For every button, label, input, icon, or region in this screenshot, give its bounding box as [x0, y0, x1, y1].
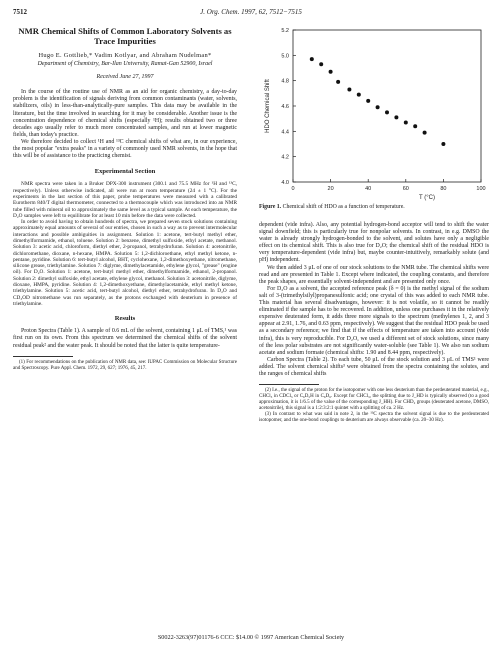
- data-point: [347, 88, 351, 92]
- results-heading: Results: [114, 315, 136, 323]
- experimental-heading: Experimental Section: [94, 168, 156, 176]
- data-point: [329, 70, 333, 74]
- journal-citation: J. Org. Chem. 1997, 62, 7512−7515: [200, 8, 302, 16]
- x-tick-label: 20: [327, 186, 334, 192]
- right-paragraph-3: For D₂O as a solvent, the accepted reference peak (δ = 0) is the methyl signal of the sodium salt of 3-(trimethylsilyl)propanesulfonic acid; one crystal of this was added to each NMR tube. This material has several disadvantages, however: it is not volatile, so it cannot be readily eliminated if the sample has to be recovered. In addition, unless one purchases it in the relatively expensive deuterated form, it adds three more signals to the spectrum (methylenes 1, 2, and 3 appear at 2.91, 1.76, and 0.63 ppm, respectively). We suggest that the residual HDO peak be used as a secondary reference; we find that if the effects of temperature are taken into account (vide infra), this is very reproducible. For D₂O, we used a different set of stock solutions, since many of the less polar substrates are not significantly water-soluble (see Table 1). We also ran sodium acetate and sodium formate (chemical shifts: 1.90 and 8.44 ppm, respectively).: [259, 285, 489, 356]
- affiliation: Department of Chemistry, Bar-Ilan University, Ramat-Gan 52900, Israel: [37, 61, 213, 68]
- article-title: NMR Chemical Shifts of Common Laboratory Solvents as Trace Impurities: [18, 26, 232, 46]
- data-point: [385, 110, 389, 114]
- data-point: [404, 120, 408, 124]
- footnote-3: (3) In contrast to what was said in note 2, in the ¹³C spectra the solvent signal is due to the perdeuterated isotopomer, and the one-bond couplings to deuterium are always observable (ca. 20−30 Hz).: [259, 412, 489, 424]
- hdo-shift-plot: [259, 22, 489, 204]
- caption-text: Chemical shift of HDO as a function of temperature.: [282, 204, 405, 210]
- intro-paragraph-2: We therefore decided to collect ¹H and ¹³C chemical shifts of what are, in our experience, the most popular "extra peaks" in a variety of commonly used NMR solvents, in the hope that this will be of assistance to the practicing chemist.: [13, 138, 237, 160]
- y-tick-label: 5.0: [281, 53, 289, 60]
- x-tick-label: 80: [440, 186, 447, 192]
- footnote-divider: [13, 356, 73, 357]
- footnote-1: (1) For recommendations on the publication of NMR data, see: IUPAC Commission on Molecular Structure and Spectroscopy. Pure Appl. Chem. 1972, 29, 627; 1976, 45, 217.: [13, 359, 237, 371]
- data-point: [423, 131, 427, 135]
- y-tick-label: 4.2: [281, 154, 289, 161]
- data-point: [319, 62, 323, 66]
- x-tick-label: 100: [476, 186, 486, 192]
- figure-1-caption: [259, 204, 489, 211]
- author-list: Hugo E. Gottlieb,* Vadim Kotlyar, and Abraham Nudelman*: [38, 52, 212, 59]
- footnote-divider-right: [259, 384, 319, 385]
- page-footer: S0022-3263(97)01176-6 CCC: $14.00 © 1997 American Chemical Society: [157, 634, 345, 641]
- data-point: [336, 80, 340, 84]
- right-column: [259, 222, 489, 424]
- footnote-2: (2) I.e., the signal of the proton for the isotopomer with one less deuterium than the perdeuterated material, e.g., CHCl₃ in CDCl₃ or C₆D₅H in C₆D₆. Except for CHCl₃, the splitting due to J_HD is typically observed (to a good approximation, it is 1/6.5 of the value of the corresponding J_HH). For CHD₂ groups (deuterated acetone, DMSO, acetonitrile), this signal is a 1:2:3:2:1 quintet with a splitting of ca. 2 Hz.: [259, 388, 489, 412]
- y-tick-label: 4.4: [281, 129, 289, 136]
- data-point: [366, 99, 370, 103]
- experimental-paragraph-1: NMR spectra were taken in a Bruker DPX-300 instrument (300.1 and 75.5 MHz for ¹H and ¹³C, respectively). Unless otherwise indicated, all were run at room temperature (24 ± 1 °C). For the experiments in the last section of this paper, probe temperatures were measured with a calibrated Eurotherm 840/T digital thermometer, connected to a thermocouple which was introduced into an NMR tube filled with mineral oil to approximately the same level as a typical sample. At each temperature, the D₂O samples were left to equilibrate for at least 10 min before the data were collected.: [13, 181, 237, 219]
- caption-label: Figure 1.: [259, 204, 282, 210]
- page-number: 7512: [13, 8, 27, 16]
- x-tick-label: 0: [291, 186, 295, 192]
- data-point: [413, 124, 417, 128]
- right-paragraph-1: dependent (vide infra). Also, any potential hydrogen-bond acceptor will tend to shift the water signal downfield; this is particularly true for nonpolar solvents. In contrast, in e.g. DMSO the water is already strongly hydrogen-bonded to the solvent, and solutes have only a negligible effect on its chemical shift. This is also true for D₂O; the chemical shift of the residual HDO is very temperature-dependent (vide infra) but, maybe counter-intuitively, remarkably solute (and pH) independent.: [259, 222, 489, 264]
- data-point: [357, 93, 361, 97]
- data-point: [441, 142, 445, 146]
- figure-1-chart: [259, 22, 489, 204]
- data-point: [310, 57, 314, 61]
- y-tick-label: 4.8: [281, 78, 289, 85]
- left-column: [13, 22, 237, 372]
- y-tick-label: 5.2: [281, 28, 289, 34]
- received-date: Received June 27, 1997: [96, 74, 154, 81]
- plot-frame: [293, 30, 481, 182]
- right-paragraph-4: Carbon Spectra (Table 2). To each tube, 50 μL of the stock solution and 3 μL of TMS¹ were added. The solvent chemical shifts³ were obtained from the spectra containing the solutes, and the ranges of chemical shifts: [259, 356, 489, 377]
- results-paragraph-1: Proton Spectra (Table 1). A sample of 0.6 mL of the solvent, containing 1 μL of TMS,¹ was first run on its own. From this spectrum we determined the chemical shifts of the solvent residual peak² and the water peak. It should be noted that the latter is quite temperature-: [13, 328, 237, 349]
- intro-paragraph-1: In the course of the routine use of NMR as an aid for organic chemistry, a day-to-day problem is the identification of signals deriving from common contaminants (water, solvents, stabilizers, oils) in less-than-analytically-pure samples. This data may be available in the literature, but the time involved in searching for it may be considerable. Another issue is the concentration dependence of chemical shifts (especially ¹H); results obtained two or three decades ago usually refer to much more concentrated samples, and run at lower magnetic fields, than today's practice.: [13, 89, 237, 138]
- data-point: [394, 115, 398, 119]
- x-axis-label: T (°C): [419, 195, 435, 201]
- data-point: [376, 105, 380, 109]
- x-tick-label: 40: [365, 186, 372, 192]
- y-tick-label: 4.0: [281, 180, 289, 186]
- y-tick-label: 4.6: [281, 104, 289, 110]
- y-axis-label: HDO Chemical Shift: [265, 79, 271, 133]
- x-tick-label: 60: [402, 186, 409, 192]
- experimental-paragraph-2: In order to avoid having to obtain hundreds of spectra, we prepared seven stock solutions containing approximately equal amounts of several of our entries, chosen in such a way as to prevent intermolecular interactions and possible ambiguities in assignment. Solution 1: acetone, tert-butyl methyl ether, dimethylformamide, ethanol, toluene. Solution 2: benzene, dimethyl sulfoxide, ethyl acetate, methanol. Solution 3: acetic acid, chloroform, diethyl ether, 2-propanol, tetrahydrofuran. Solution 4: acetonitrile, dichloromethane, dioxane, n-hexane, HMPA. Solution 5: 1,2-dichloroethane, ethyl methyl ketone, n-pentane, pyridine. Solution 6: tert-butyl alcohol, BHT, cyclohexane, 1,2-dimethoxyethane, nitromethane, silicone grease, triethylamine. Solution 7: diglyme, dimethylacetamide, ethylene glycol, "grease" (engine oil). For D₂O. Solution 1: acetone, tert-butyl methyl ether, dimethylformamide, ethanol, 2-propanol. Solution 2: dimethyl sulfoxide, ethyl acetate, ethylene glycol, methanol. Solution 3: acetonitrile, diglyme, dioxane, HMPA, pyridine. Solution 4: 1,2-dimethoxyethane, dimethylacetamide, ethyl methyl ketone, triethylamine. Solution 5: acetic acid, tert-butyl alcohol, diethyl ether, tetrahydrofuran. In D₂O and CD₃OD nitromethane was run separately, as the protons exchanged with deuterium in presence of triethylamine.: [13, 219, 237, 307]
- right-paragraph-2: We then added 3 μL of one of our stock solutions to the NMR tube. The chemical shifts were read and are presented in Table 1. Except where indicated, the coupling constants, and therefore the peak shapes, are essentially solvent-independent and are presented only once.: [259, 264, 489, 285]
